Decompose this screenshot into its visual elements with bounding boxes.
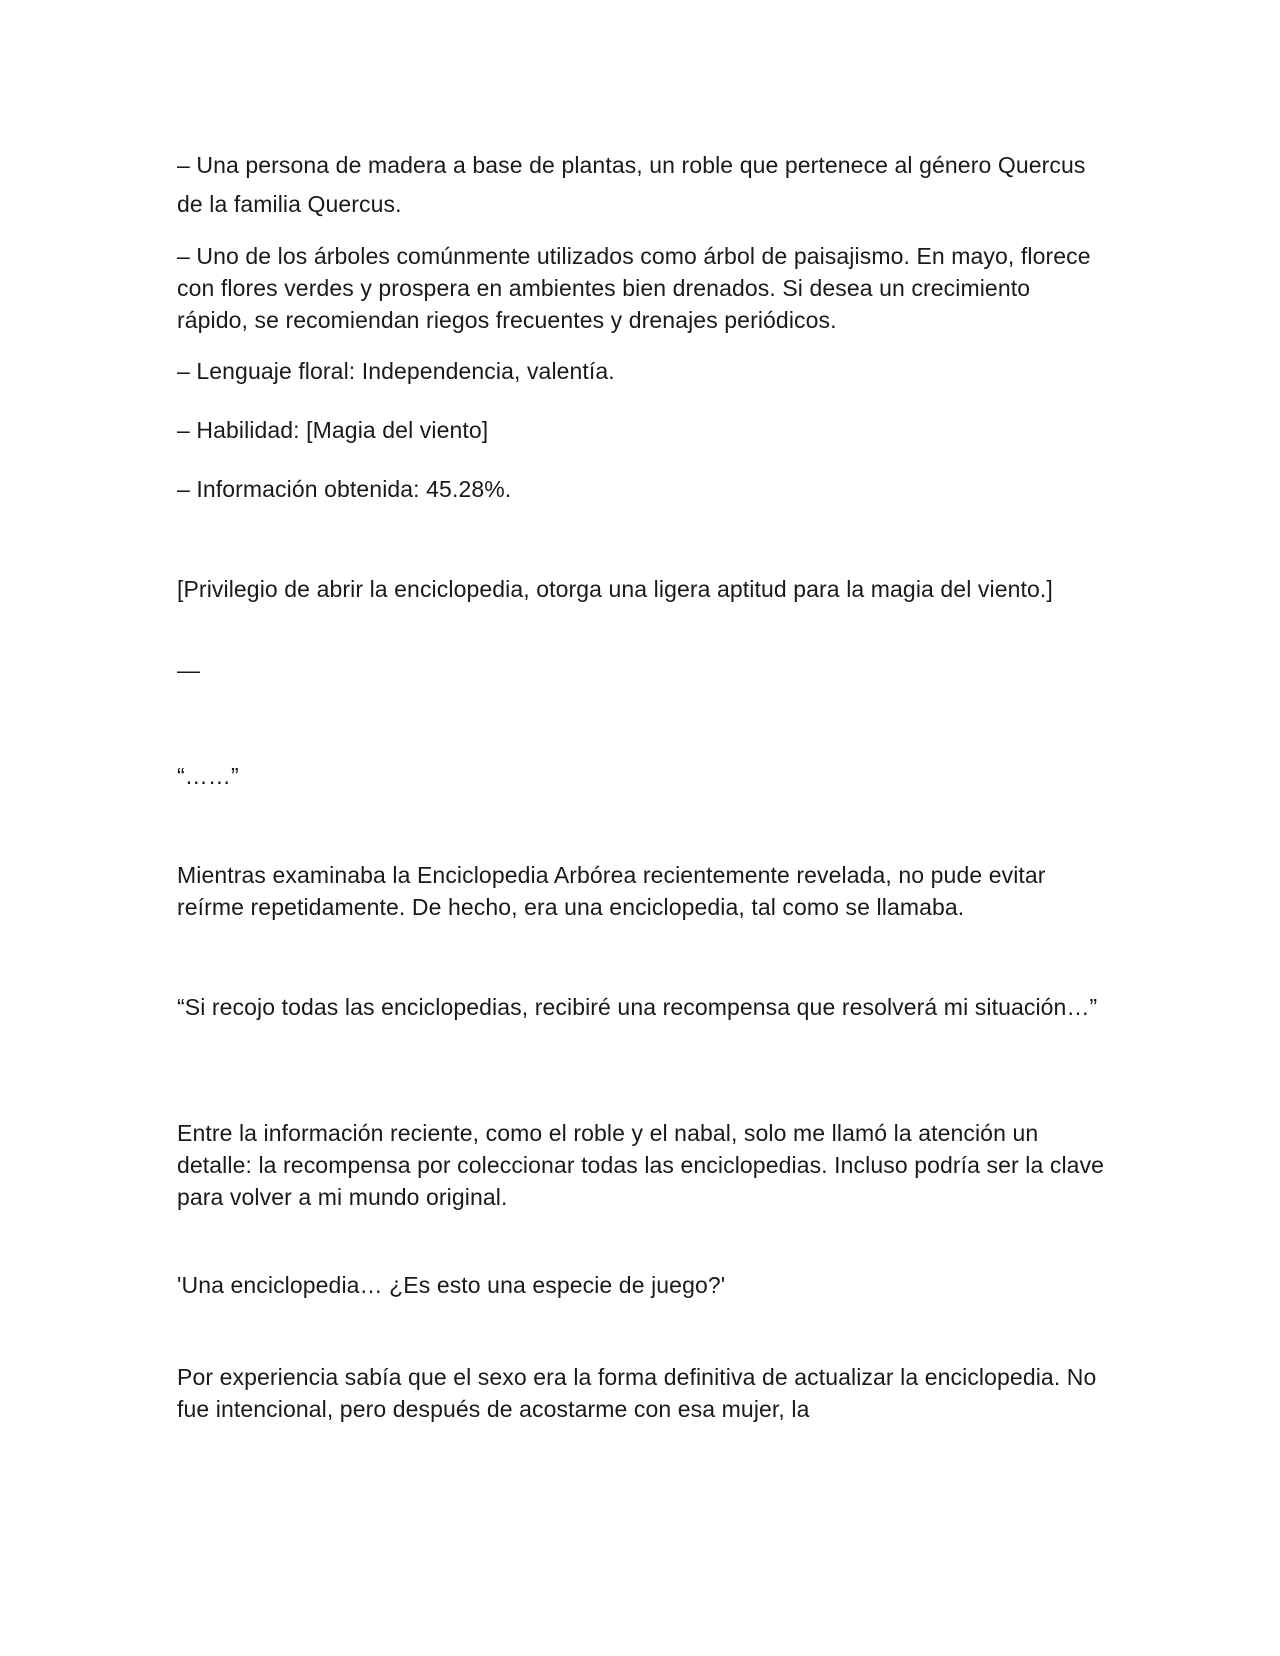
paragraph-examining-encyclopedia: Mientras examinaba la Enciclopedia Arbórea recientemente revelada, no pude evitar reírme repetidamente. De hecho, era una enciclopedia, tal como se llamaba.: [177, 862, 1046, 920]
paragraph-privilege: [Privilegio de abrir la enciclopedia, otorga una ligera aptitud para la magia del viento.]: [177, 576, 1053, 602]
paragraph-recent-information: Entre la información reciente, como el roble y el nabal, solo me llamó la atención un detalle: la recompensa por coleccionar todas las enciclopedias. Incluso podría ser la clave para volver a mi mundo original.: [177, 1120, 1105, 1210]
paragraph-collect-encyclopedias: “Si recojo todas las enciclopedias, recibiré una recompensa que resolverá mi situación…”: [177, 994, 1098, 1020]
paragraph-ellipsis-quote: “……”: [177, 763, 239, 789]
paragraph-experience: Por experiencia sabía que el sexo era la forma definitiva de actualizar la enciclopedia. No fue intencional, pero después de acostarme con esa mujer, la: [177, 1364, 1097, 1422]
section-divider-dash: —: [177, 657, 201, 683]
paragraph-quercus-description: – Una persona de madera a base de plantas, un roble que pertenece al género Quercus de la familia Quercus.: [177, 152, 1086, 217]
paragraph-information-obtained: – Información obtenida: 45.28%.: [177, 476, 512, 502]
paragraph-landscaping-tree: – Uno de los árboles comúnmente utilizados como árbol de paisajismo. En mayo, florece con flores verdes y prospera en ambientes bien drenados. Si desea un crecimiento rápido, se recomiendan riegos frecuentes y drenajes periódicos.: [177, 243, 1091, 333]
paragraph-ability: – Habilidad: [Magia del viento]: [177, 417, 489, 443]
paragraph-floral-language: – Lenguaje floral: Independencia, valentía.: [177, 358, 615, 384]
paragraph-game-thought: 'Una enciclopedia… ¿Es esto una especie de juego?': [177, 1272, 726, 1298]
